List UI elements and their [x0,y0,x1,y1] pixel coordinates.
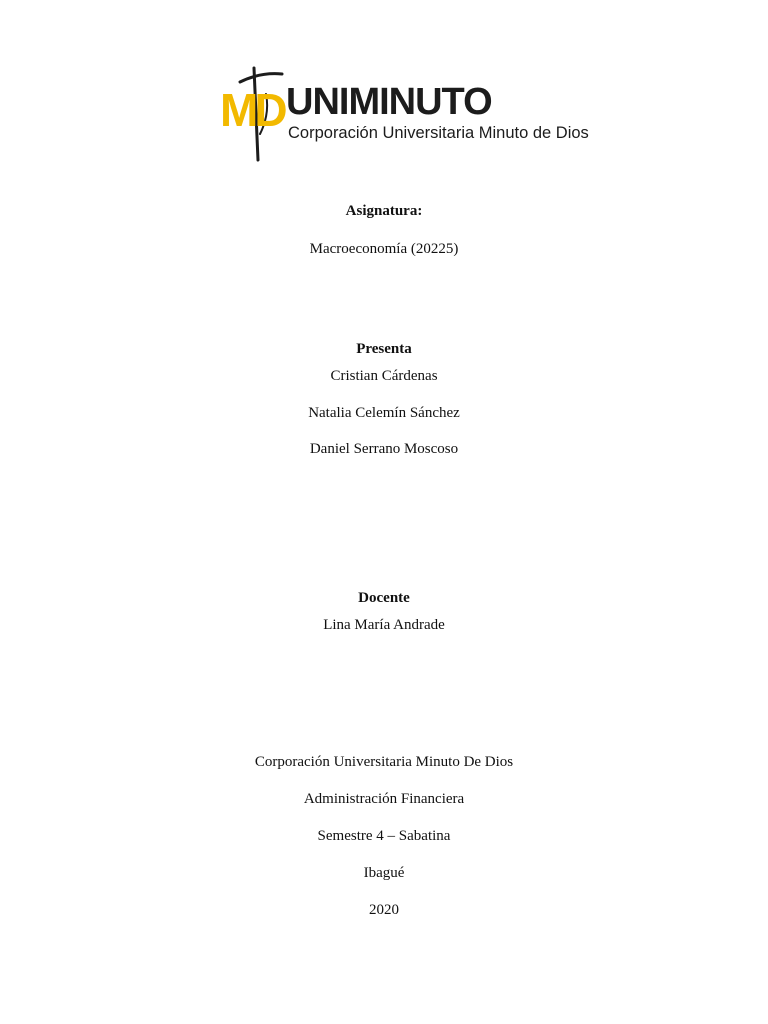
uniminuto-logo [220,64,592,162]
program-name: Administración Financiera [303,791,465,807]
logo-mark: MD [220,84,284,136]
presenter-name: Cristian Cárdenas [330,368,438,384]
year-label: 2020 [369,902,399,918]
teacher-name: Lina María Andrade [323,617,445,633]
subject-heading: Asignatura: [345,203,423,219]
logo-name: UNIMINUTO [286,81,492,123]
city-label: Ibagué [363,865,405,881]
semester-label: Semestre 4 – Sabatina [317,828,451,844]
subject-value: Macroeconomía (20225) [309,241,459,257]
logo-tagline: Corporación Universitaria Minuto de Dios [288,124,589,142]
presenters-heading: Presenta [356,341,412,357]
presenter-name: Daniel Serrano Moscoso [309,441,459,457]
presenter-name: Natalia Celemín Sánchez [308,405,460,421]
institution-name: Corporación Universitaria Minuto De Dios [254,754,514,770]
teacher-heading: Docente [358,590,410,606]
